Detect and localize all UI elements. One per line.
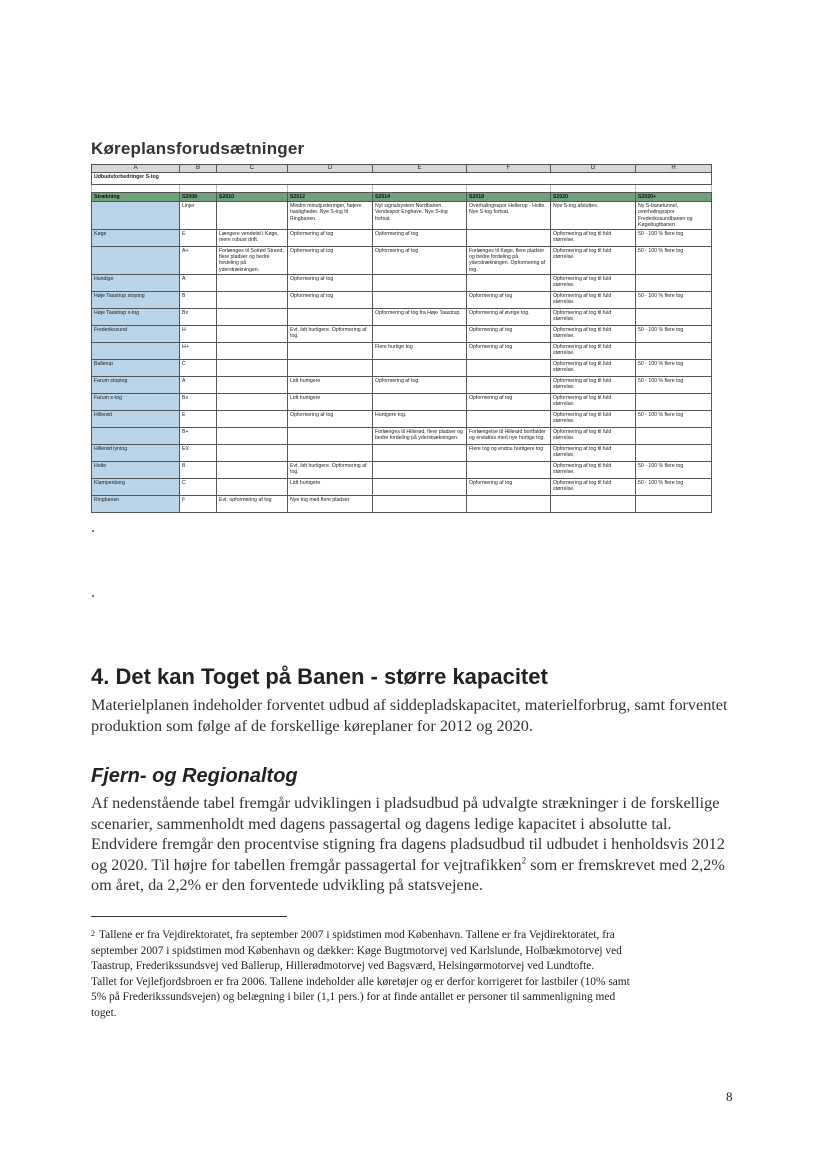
table-row <box>92 359 712 376</box>
segment-cell: Hillerød lyntog <box>92 444 180 461</box>
table-cell: Overhalingsspor Hellerup - Holte. Nye S-tog fortsat. <box>467 202 551 230</box>
blank-row <box>92 185 712 193</box>
table-row <box>92 325 712 342</box>
table-cell <box>217 444 288 461</box>
header-row <box>92 193 712 202</box>
column-header: S2008 <box>180 193 217 202</box>
table-cell <box>467 359 551 376</box>
table-cell: Opformering af tog <box>467 291 551 308</box>
table-row <box>92 202 712 230</box>
footnote-divider <box>91 916 287 917</box>
table-cell: Opformering af tog til fuld størrelse. <box>551 274 636 291</box>
scan-mark <box>92 530 94 532</box>
segment-cell: Klampenborg <box>92 478 180 495</box>
footnote-reference: 2 <box>521 855 527 866</box>
column-letter: B <box>180 165 217 173</box>
footnote-line: Tallene er fra Vejdirektoratet, fra september 2007 i spidstimen mod København. Tallene er fra Vejdirektoratet, fra <box>99 929 615 941</box>
table-cell: Lidt hurtigere <box>288 393 373 410</box>
table-cell: Opformering af tog til fuld størrelse. <box>551 291 636 308</box>
table-cell <box>636 393 712 410</box>
table-cell: Nyt signalsystem Nordbanen. Vendespor Enghave. Nye S-tog fortsat. <box>373 202 467 230</box>
column-letter: H <box>636 165 712 173</box>
table-row <box>92 342 712 359</box>
table-cell: Opformering af tog til fuld størrelse. <box>551 308 636 325</box>
empty-cell <box>467 185 551 193</box>
segment-cell <box>92 202 180 230</box>
table-cell: Forlænges til Hillerød, flere pladser og bedre fordeling på yderstrækningen. <box>373 427 467 444</box>
column-letter: G <box>551 165 636 173</box>
table-cell: Opformering af tog <box>373 376 467 393</box>
table-cell <box>373 495 467 512</box>
table-cell <box>288 359 373 376</box>
table-cell: 50 - 100 % flere tog <box>636 325 712 342</box>
table-cell: B <box>180 461 217 478</box>
table-cell: 50 - 100 % flere tog <box>636 376 712 393</box>
footnote-line: september 2007 i spidstimen mod København og dækker: Køge Bugtmotorvej ved Karlslunde, Holbækmotorvej ved <box>91 944 622 957</box>
table-cell <box>373 393 467 410</box>
table-cell <box>217 410 288 427</box>
table-row <box>92 274 712 291</box>
table-cell <box>467 230 551 247</box>
paragraph-text: Af nedenstående tabel fremgår udviklingen i pladsudbud på udvalgte strækninger i de forskellige scenarier, sammenholdt med dagens passagertal og dagens ledige kapacitet i absolutte tal. Endvidere fremgår den procentvise stigning fra dagens pladsudbud til udbudet i henholdsvis 2012 og 2020. Til højre for tabellen fremgår passagertal for vejtrafikken <box>91 794 725 874</box>
table-cell: B+ <box>180 427 217 444</box>
empty-cell <box>551 185 636 193</box>
table-cell: Forlænges til Solrød Strand, flere pladser og bedre fordeling på yderstrækningen. <box>217 247 288 275</box>
table-cell: Opformering af tog til fuld størrelse. <box>551 393 636 410</box>
table-cell: Bx <box>180 308 217 325</box>
scan-mark <box>92 595 94 597</box>
column-header: Strækning <box>92 193 180 202</box>
table-cell: Opformering af tog til fuld størrelse. <box>551 342 636 359</box>
segment-cell: Ringbanen <box>92 495 180 512</box>
sheet-subtitle: Udbudsforbedringer S-tog <box>92 173 712 185</box>
table-cell: Evt. opformering af tog <box>217 495 288 512</box>
column-letter: D <box>288 165 373 173</box>
segment-cell: Høje Taastrup x-tog <box>92 308 180 325</box>
table-cell <box>467 461 551 478</box>
table-row <box>92 308 712 325</box>
table-cell: B <box>180 291 217 308</box>
table-cell <box>373 359 467 376</box>
table-cell: 50 - 100 % flere tog <box>636 230 712 247</box>
sheet-title: Køreplansforudsætninger <box>91 139 305 158</box>
table-cell: Flere tog og endnu hurtigere tog <box>467 444 551 461</box>
table-cell: Nye S-tog afsluttes. <box>551 202 636 230</box>
footnote-line: toget. <box>91 1006 117 1019</box>
table-cell <box>217 359 288 376</box>
body-paragraph <box>91 793 731 896</box>
table-cell: A <box>180 376 217 393</box>
empty-cell <box>288 185 373 193</box>
table-cell: Opformering af tog <box>467 393 551 410</box>
footnote <box>91 928 731 1021</box>
column-letter-row <box>92 165 712 173</box>
footnote-line: Taastrup, Frederikssundsvej ved Ballerup, Hillerødmotorvej ved Bagsværd, Helsingørmotorvej ved Lundtofte. <box>91 960 595 972</box>
column-header: S2018 <box>467 193 551 202</box>
table-cell <box>217 478 288 495</box>
empty-cell <box>180 185 217 193</box>
footnote-line: 5% på Frederikssundsvejen) og belægning i biler (1,1 pers.) for at finde antallet er personer til sammenligning med <box>91 991 616 1003</box>
table-row <box>92 410 712 427</box>
table-cell: Forlænges til Køge, flere pladser og bedre fordeling på yderstrækningen. Opformering af tog. <box>467 247 551 275</box>
table-cell: Opformering af tog <box>467 325 551 342</box>
footnote-line: Tallet for Vejlefjordsbroen er fra 2006. Tallene indeholder alle køretøjer og er derfor korrigeret for lastbiler (10% samt <box>91 975 630 988</box>
table-cell: Opformering af tog <box>288 230 373 247</box>
table-cell: Opformering af tog <box>288 410 373 427</box>
table-cell <box>636 342 712 359</box>
table-cell <box>217 291 288 308</box>
table-cell <box>217 461 288 478</box>
table-row <box>92 393 712 410</box>
table-cell: C <box>180 478 217 495</box>
table-cell <box>373 478 467 495</box>
column-header: S2012 <box>288 193 373 202</box>
table-cell <box>636 274 712 291</box>
segment-cell <box>92 247 180 275</box>
table-row <box>92 427 712 444</box>
table-cell <box>373 444 467 461</box>
table-cell: Opformering af tog til fuld størrelse. <box>551 410 636 427</box>
table-cell: Opformering af tog til fuld størrelse. <box>551 376 636 393</box>
table-cell <box>636 444 712 461</box>
empty-cell <box>373 185 467 193</box>
segment-cell: Frederikssund <box>92 325 180 342</box>
table-cell: E <box>180 230 217 247</box>
table-cell <box>217 202 288 230</box>
table-cell: Mindre minutjusteringer, højere hastigheder. Nye S-tog til Ringbanen. <box>288 202 373 230</box>
table-cell: Opformering af tog til fuld størrelse. <box>551 247 636 275</box>
table-cell <box>636 308 712 325</box>
page-number: 8 <box>726 1089 733 1104</box>
table-cell: 50 - 100 % flere tog <box>636 461 712 478</box>
segment-cell: Hundige <box>92 274 180 291</box>
segment-cell: Høje Taastrup stoptog <box>92 291 180 308</box>
table-cell <box>217 393 288 410</box>
section-heading: 4. Det kan Toget på Banen - større kapacitet <box>91 664 548 689</box>
table-row <box>92 376 712 393</box>
table-cell: Opformering af tog <box>288 291 373 308</box>
segment-cell: Farum stoptog <box>92 376 180 393</box>
footnote-number: 2 <box>91 929 95 938</box>
segment-cell: Køge <box>92 230 180 247</box>
table-cell <box>288 444 373 461</box>
column-letter: C <box>217 165 288 173</box>
table-cell: EX <box>180 444 217 461</box>
table-cell <box>373 274 467 291</box>
table-cell: Opformering af tog <box>373 230 467 247</box>
table-cell: Bx <box>180 393 217 410</box>
column-header: S2020+ <box>636 193 712 202</box>
table-row <box>92 247 712 275</box>
segment-cell: Farum x-tog <box>92 393 180 410</box>
table-cell: C <box>180 359 217 376</box>
table-cell: Opformering af tog <box>288 247 373 275</box>
table-cell: Opformering af tog til fuld størrelse. <box>551 444 636 461</box>
empty-cell <box>92 185 180 193</box>
table-row <box>92 478 712 495</box>
table-cell <box>467 274 551 291</box>
table-cell <box>467 376 551 393</box>
table-cell: 50 - 100 % flere tog <box>636 247 712 275</box>
table-cell: F <box>180 495 217 512</box>
table-cell: Forlængelse til Hillerød bortfalder og erstattes med nye hurtige tog. <box>467 427 551 444</box>
footnote-text <box>91 929 731 1021</box>
table-cell <box>467 410 551 427</box>
table-cell: E <box>180 410 217 427</box>
column-letter: F <box>467 165 551 173</box>
table-cell: Opformering af tog til fuld størrelse. <box>551 427 636 444</box>
table-cell <box>551 495 636 512</box>
intro-paragraph: Materielplanen indeholder forventet udbud af siddepladskapacitet, materielforbrug, samt forventet produktion som følge af de forskellige køreplaner for 2012 og 2020. <box>91 696 728 735</box>
table-cell: Opformering af tog til fuld størrelse. <box>551 461 636 478</box>
timetable-assumptions-table <box>91 164 712 513</box>
table-cell: Opformering af tog <box>288 274 373 291</box>
empty-cell <box>217 185 288 193</box>
table-row <box>92 230 712 247</box>
table-cell: Opformering af tog fra Høje Taastrup. <box>373 308 467 325</box>
table-cell <box>636 427 712 444</box>
table-cell <box>217 325 288 342</box>
table-cell: Opformering af tog til fuld størrelse. <box>551 230 636 247</box>
table-cell <box>217 342 288 359</box>
segment-cell <box>92 427 180 444</box>
table-cell: Opformering af tog <box>373 247 467 275</box>
paragraph-text-continued: som er fremskrevet med 2,2% om året, da 2,2% er den forventede udvikling på statsvejene. <box>91 855 725 894</box>
table-cell: 50 - 100 % flere tog <box>636 478 712 495</box>
table-cell: A+ <box>180 247 217 275</box>
table-cell: H+ <box>180 342 217 359</box>
table-cell <box>373 461 467 478</box>
table-cell <box>217 308 288 325</box>
table-cell: Lidt hurtigere <box>288 376 373 393</box>
table-cell: Flere hurtige tog <box>373 342 467 359</box>
column-header: S2014 <box>373 193 467 202</box>
table-cell: Evt. lidt hurtigere. Opformering af tog. <box>288 325 373 342</box>
table-cell: Opformering af tog <box>467 342 551 359</box>
column-header: S2020 <box>551 193 636 202</box>
table-cell: Opformering af tog <box>467 478 551 495</box>
table-cell <box>288 308 373 325</box>
table-row <box>92 291 712 308</box>
table-row <box>92 444 712 461</box>
table-cell <box>467 495 551 512</box>
table-cell <box>217 376 288 393</box>
table-cell: Lidt hurtigere <box>288 478 373 495</box>
segment-cell <box>92 342 180 359</box>
table-cell: Opformering af tog til fuld størrelse. <box>551 325 636 342</box>
table-cell: 50 - 100 % flere tog <box>636 359 712 376</box>
table-row <box>92 461 712 478</box>
table-cell: Længere vendetid i Køge, mere robust drift. <box>217 230 288 247</box>
table-cell <box>217 274 288 291</box>
table-cell <box>373 325 467 342</box>
table-cell <box>288 427 373 444</box>
column-letter: A <box>92 165 180 173</box>
table-cell <box>217 427 288 444</box>
table-cell: Nye tog med flere pladser <box>288 495 373 512</box>
subheading: Fjern- og Regionaltog <box>91 765 298 787</box>
table-cell: Opformering af tog til fuld størrelse. <box>551 359 636 376</box>
table-cell <box>636 495 712 512</box>
table-cell: Linjer <box>180 202 217 230</box>
table-cell: A <box>180 274 217 291</box>
column-letter: E <box>373 165 467 173</box>
table-cell <box>288 342 373 359</box>
table-cell: 50 - 100 % flere tog <box>636 291 712 308</box>
segment-cell: Holte <box>92 461 180 478</box>
empty-cell <box>636 185 712 193</box>
table-cell: Opformering af tog til fuld størrelse. <box>551 478 636 495</box>
table-cell: H <box>180 325 217 342</box>
table-cell: Ny S-banetunnel, overhalingsspor Frederikssundbanen og Køgebugtbanen <box>636 202 712 230</box>
column-header: S2010 <box>217 193 288 202</box>
segment-cell: Hillerød <box>92 410 180 427</box>
table-cell: Hurtigere tog. <box>373 410 467 427</box>
table-cell <box>373 291 467 308</box>
table-cell: 50 - 100 % flere tog <box>636 410 712 427</box>
segment-cell: Ballerup <box>92 359 180 376</box>
table-cell: Opformering af øvrige tog. <box>467 308 551 325</box>
table-row <box>92 495 712 512</box>
table-cell: Evt. lidt hurtigere. Opformering af tog. <box>288 461 373 478</box>
sheet-subtitle-row <box>92 173 712 185</box>
